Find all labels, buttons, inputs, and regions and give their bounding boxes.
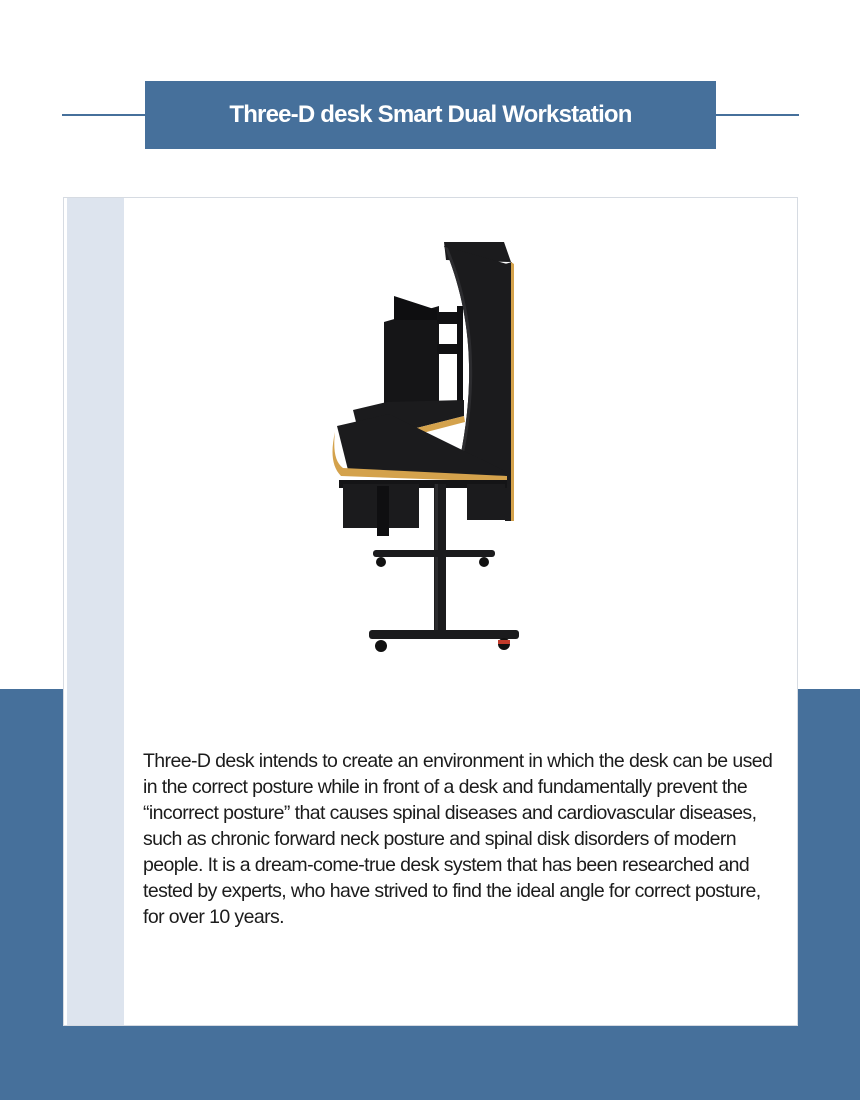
standing-desk-dual-monitor-photo [329, 236, 529, 666]
page-title-text: Three-D desk Smart Dual Workstation [229, 101, 632, 128]
title-rule-left [62, 114, 146, 116]
product-card [63, 197, 798, 1026]
title-rule-right [716, 114, 799, 116]
card-accent-strip [67, 198, 124, 1025]
page-title [145, 81, 716, 149]
product-description: Three-D desk intends to create an environment in which the desk can be used in the correct posture while in front of a desk and fundamentally prevent the “incorrect posture” that causes spinal diseases and cardiovascular diseases, such as chronic forward neck posture and spinal disk disorders of modern people. It is a dream-come-true desk system that has been researched and tested by experts, who have strived to find the ideal angle for correct posture, for over 10 years. [143, 750, 773, 928]
